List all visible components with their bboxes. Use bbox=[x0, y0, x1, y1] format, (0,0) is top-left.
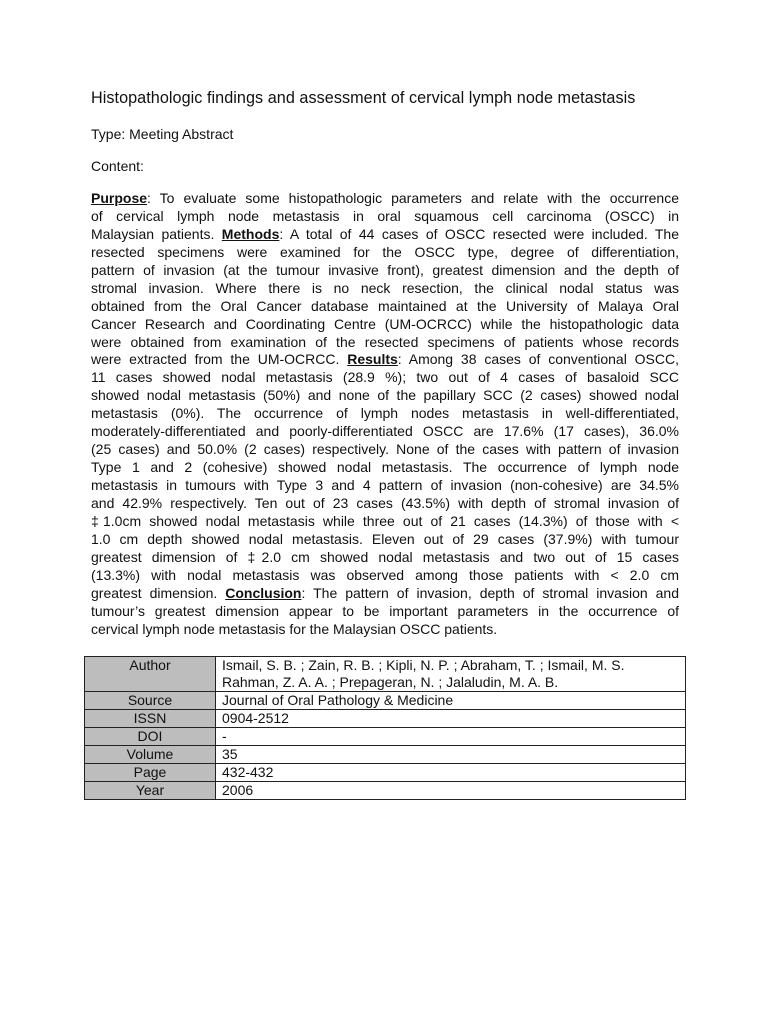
abstract-line bbox=[91, 316, 679, 334]
abstract-text: showed nodal metastasis (50%) and none of the papillary SCC (2 cases) showed nodal bbox=[91, 387, 679, 404]
abstract-line bbox=[91, 262, 679, 280]
abstract-text: (25 cases) and 50.0% (2 cases) respectively. None of the cases with pattern of invasion bbox=[91, 441, 679, 458]
abstract-text: greatest dimension of ‡2.0 cm showed nodal metastasis and two out of 15 cases bbox=[91, 548, 679, 565]
abstract-line bbox=[91, 280, 679, 298]
table-row bbox=[85, 782, 686, 800]
abstract-line bbox=[91, 226, 679, 244]
abstract-line bbox=[91, 585, 679, 603]
abstract-line bbox=[91, 208, 679, 226]
table-value-line: Journal of Oral Pathology & Medicine bbox=[222, 692, 454, 708]
abstract-text: resected specimens were examined for the OSCC type, degree of differentiation, bbox=[91, 243, 679, 260]
table-key-cell: Page bbox=[85, 764, 216, 782]
abstract-line bbox=[91, 621, 679, 639]
abstract-text: of cervical lymph node metastasis in oral squamous cell carcinoma (OSCC) in bbox=[91, 207, 679, 224]
abstract-text: Type 1 and 2 (cohesive) showed nodal metastasis. The occurrence of lymph node bbox=[91, 459, 679, 476]
content-label: Content: bbox=[91, 158, 144, 174]
abstract-text: metastasis in tumours with Type 3 and 4 pattern of invasion (non-cohesive) are 34.5% bbox=[91, 477, 679, 493]
abstract-text: obtained from the Oral Cancer database maintained at the University of Malaya Oral bbox=[91, 297, 679, 314]
abstract-line bbox=[91, 244, 679, 262]
abstract-line bbox=[91, 603, 679, 621]
table-key-cell: Author bbox=[85, 657, 216, 692]
table-value-cell bbox=[216, 710, 686, 728]
abstract-text: : To evaluate some histopathologic parameters and relate with the occurrence bbox=[147, 190, 679, 206]
table-value-line: 432-432 bbox=[222, 764, 274, 780]
table-value-line: 2006 bbox=[222, 782, 254, 798]
metadata-table bbox=[84, 656, 686, 800]
abstract-line bbox=[91, 334, 679, 352]
table-value-cell bbox=[216, 782, 686, 800]
table-value-cell bbox=[216, 764, 686, 782]
abstract-text: greatest dimension. bbox=[91, 584, 226, 601]
abstract-text: : The pattern of invasion, depth of stromal invasion and bbox=[301, 584, 679, 601]
abstract-text: 1.0 cm depth showed nodal metastasis. Eleven out of 29 cases (37.9%) with tumour bbox=[91, 530, 679, 547]
document-type: Type: Meeting Abstract bbox=[91, 126, 234, 142]
table-value-cell bbox=[216, 657, 686, 692]
abstract-line bbox=[91, 549, 679, 567]
abstract-line bbox=[91, 351, 679, 369]
section-keyword: Purpose bbox=[91, 190, 148, 206]
table-value-cell bbox=[216, 728, 686, 746]
abstract-text: : A total of 44 cases of OSCC resected were included. The bbox=[279, 225, 680, 242]
table-row bbox=[85, 764, 686, 782]
abstract-text: : Among 38 cases of conventional OSCC, bbox=[397, 351, 679, 368]
table-value-line: - bbox=[222, 728, 227, 744]
abstract-line bbox=[91, 405, 679, 423]
table-row bbox=[85, 728, 686, 746]
section-keyword: Methods bbox=[221, 225, 280, 242]
table-key-cell: Source bbox=[85, 692, 216, 710]
abstract-line bbox=[91, 513, 679, 531]
abstract-line bbox=[91, 567, 679, 585]
section-keyword: Results bbox=[347, 351, 398, 368]
table-value-line: Rahman, Z. A. A. ; Prepageran, N. ; Jalaludin, M. A. B. bbox=[222, 674, 559, 690]
abstract-text: tumour’s greatest dimension appear to be important parameters in the occurrence of bbox=[91, 602, 679, 619]
table-row bbox=[85, 710, 686, 728]
table-value-cell bbox=[216, 746, 686, 764]
abstract-line bbox=[91, 495, 679, 513]
section-keyword: Conclusion bbox=[225, 584, 302, 601]
abstract-line bbox=[91, 423, 679, 441]
table-value-line: Ismail, S. B. ; Zain, R. B. ; Kipli, N. P. ; Abraham, T. ; Ismail, M. S. bbox=[222, 657, 625, 673]
abstract-text: were extracted from the UM-OCRCC. bbox=[91, 351, 348, 368]
table-value-cell bbox=[216, 692, 686, 710]
abstract-text: stromal invasion. Where there is no neck resection, the clinical nodal status was bbox=[91, 279, 679, 296]
abstract-body bbox=[91, 190, 679, 638]
abstract-text: moderately-differentiated and poorly-differentiated OSCC are 17.6% (17 cases), 36.0% bbox=[91, 423, 679, 440]
table-value-line: 35 bbox=[222, 746, 238, 762]
abstract-line bbox=[91, 298, 679, 316]
abstract-text: and 42.9% respectively. Ten out of 23 cases (43.5%) with depth of stromal invasion of bbox=[91, 494, 679, 511]
abstract-text: cervical lymph node metastasis for the Malaysian OSCC patients. bbox=[91, 620, 498, 637]
abstract-line bbox=[91, 190, 679, 208]
abstract-line bbox=[91, 441, 679, 459]
table-key-cell: Year bbox=[85, 782, 216, 800]
abstract-line bbox=[91, 387, 679, 405]
abstract-text: ‡1.0cm showed nodal metastasis while three out of 21 cases (14.3%) of those with < bbox=[91, 512, 679, 529]
table-row bbox=[85, 746, 686, 764]
document-title: Histopathologic findings and assessment of cervical lymph node metastasis bbox=[91, 89, 636, 107]
abstract-text: were obtained from examination of the resected specimens of patients whose records bbox=[91, 333, 679, 350]
abstract-line bbox=[91, 531, 679, 549]
table-row bbox=[85, 657, 686, 692]
abstract-line bbox=[91, 369, 679, 387]
abstract-text: Malaysian patients. bbox=[91, 225, 222, 242]
abstract-text: (13.3%) with nodal metastasis was observed among those patients with < 2.0 cm bbox=[91, 566, 679, 583]
abstract-line bbox=[91, 459, 679, 477]
abstract-text: 11 cases showed nodal metastasis (28.9 %); two out of 4 cases of basaloid SCC bbox=[91, 369, 679, 386]
abstract-text: pattern of invasion (at the tumour invasive front), greatest dimension and the depth of bbox=[91, 261, 679, 278]
abstract-line bbox=[91, 477, 679, 495]
table-key-cell: DOI bbox=[85, 728, 216, 746]
table-key-cell: Volume bbox=[85, 746, 216, 764]
abstract-text: metastasis (0%). The occurrence of lymph nodes metastasis in well-differentiated, bbox=[91, 405, 679, 422]
table-value-line: 0904-2512 bbox=[222, 710, 289, 726]
table-key-cell: ISSN bbox=[85, 710, 216, 728]
table-row bbox=[85, 692, 686, 710]
abstract-text: Cancer Research and Coordinating Centre (UM-OCRCC) while the histopathologic data bbox=[91, 315, 679, 332]
